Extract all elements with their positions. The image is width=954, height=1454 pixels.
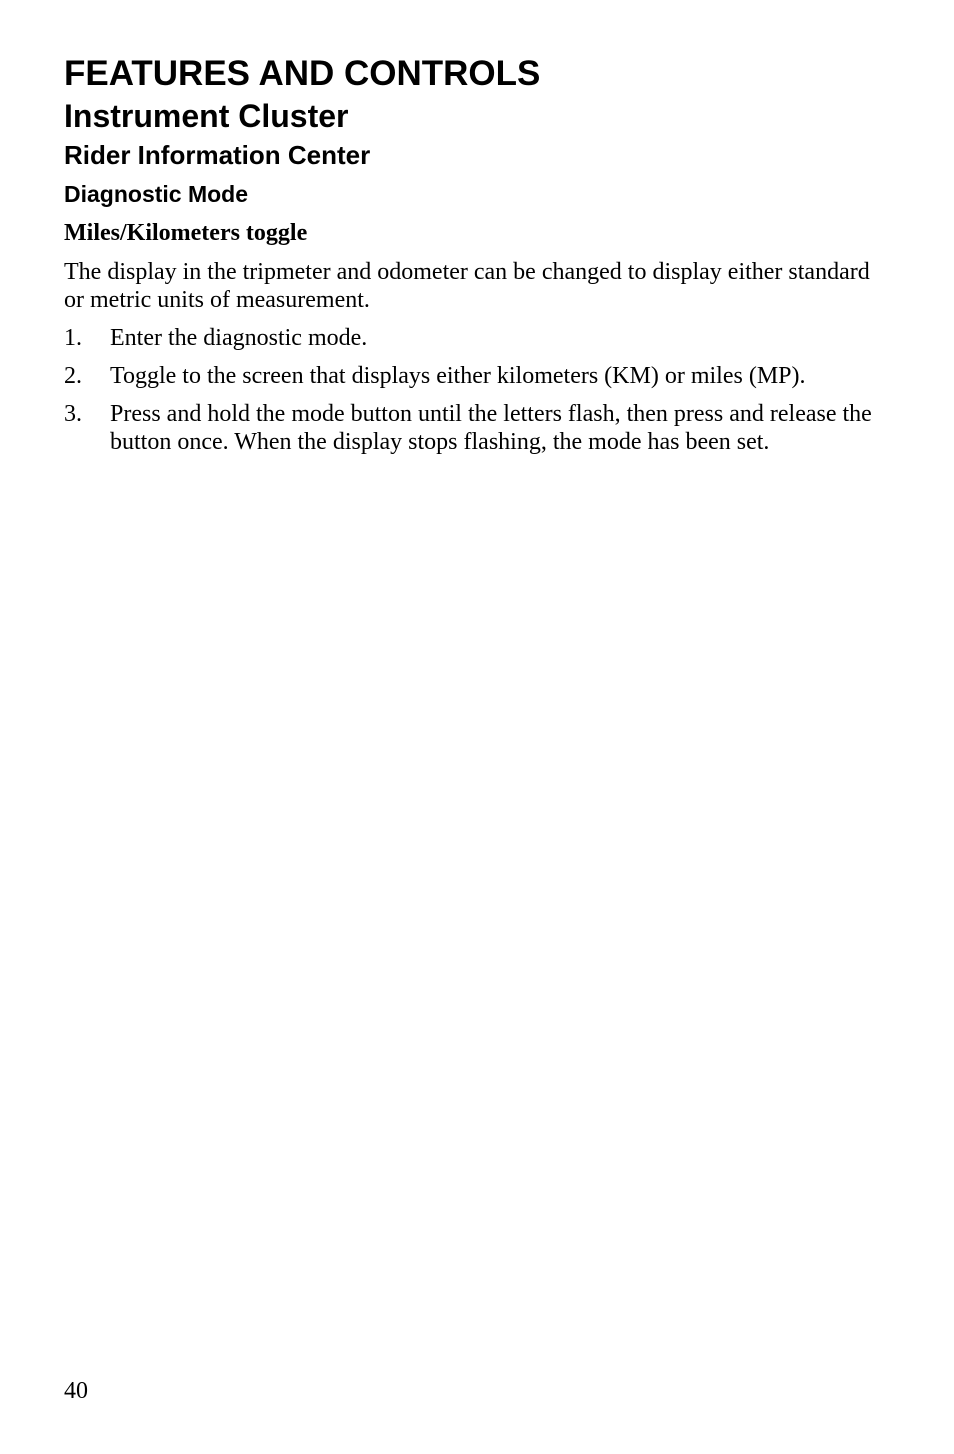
step-number: 2.	[64, 363, 82, 389]
section-title: FEATURES AND CONTROLS	[64, 54, 541, 93]
step-text: Enter the diagnostic mode.	[110, 325, 368, 351]
subtopic-heading: Rider Information Center	[64, 140, 371, 170]
step-number: 3.	[64, 401, 82, 427]
steps-list	[64, 324, 874, 456]
step-text: Press and hold the mode button until the letters flash, then press and release the button once. When the display stops flashing, the mode has been set.	[110, 401, 872, 455]
list-item	[64, 324, 874, 352]
list-item	[64, 362, 874, 390]
page-number: 40	[64, 1378, 88, 1404]
procedure-heading: Miles/Kilometers toggle	[64, 220, 308, 246]
list-item	[64, 400, 874, 456]
step-number: 1.	[64, 325, 82, 351]
document-page	[64, 52, 874, 466]
mode-heading: Diagnostic Mode	[64, 181, 249, 207]
topic-heading: Instrument Cluster	[64, 98, 349, 134]
intro-paragraph: The display in the tripmeter and odometer can be changed to display either standard or metric units of measurement.	[64, 259, 870, 313]
step-text: Toggle to the screen that displays either kilometers (KM) or miles (MP).	[110, 363, 806, 389]
